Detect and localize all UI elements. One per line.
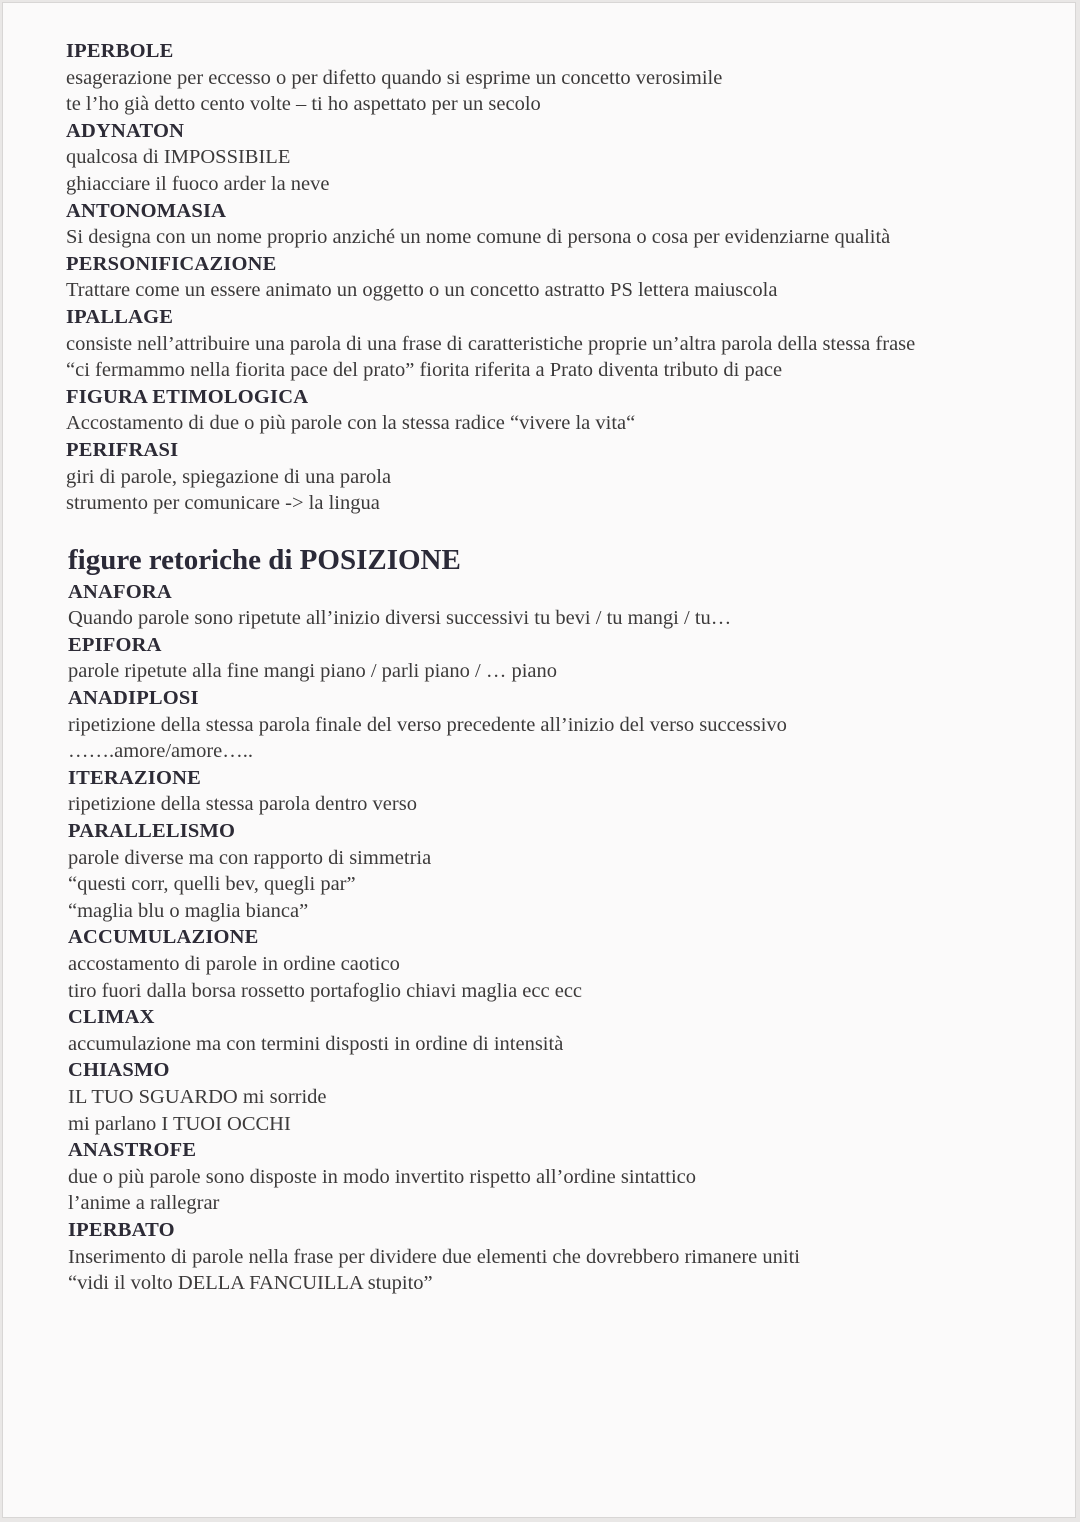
- figure-term: ANADIPLOSI: [68, 687, 199, 710]
- figure-term: PERSONIFICAZIONE: [66, 252, 277, 275]
- figure-term: ANTONOMASIA: [66, 199, 227, 222]
- figures-list-position: [66, 579, 1036, 1297]
- figures-list-top: [66, 38, 1036, 517]
- figure-description-line: “vidi il volto DELLA FANCUILLA stupito”: [68, 1272, 433, 1295]
- figure-description-line: tiro fuori dalla borsa rossetto portafoglio chiavi maglia ecc ecc: [68, 979, 583, 1002]
- figure-description-line: “ci fermammo nella fiorita pace del prato” fiorita riferita a Prato diventa tributo di pace: [66, 359, 783, 382]
- document-page: [2, 2, 1076, 1518]
- figure-term: IPERBOLE: [66, 40, 174, 62]
- figure-entry: [68, 1137, 1036, 1217]
- figure-entry: [66, 304, 1036, 384]
- figure-entry: [68, 924, 1036, 1004]
- figure-description-line: te l’ho già detto cento volte – ti ho aspettato per un secolo: [66, 93, 541, 116]
- figure-description-line: “questi corr, quelli bev, quegli par”: [68, 873, 356, 896]
- figure-entry: [68, 632, 1036, 685]
- figure-entry: [66, 251, 1036, 304]
- figure-description-line: due o più parole sono disposte in modo invertito rispetto all’ordine sintattico: [68, 1165, 696, 1188]
- figure-term: FIGURA ETIMOLOGICA: [66, 385, 309, 408]
- figure-entry: [68, 685, 1036, 765]
- figure-description-line: qualcosa di IMPOSSIBILE: [66, 146, 291, 169]
- figure-description-line: esagerazione per eccesso o per difetto quando si esprime un concetto verosimile: [66, 66, 723, 89]
- figure-entry: [68, 818, 1036, 924]
- figure-description-line: ripetizione della stessa parola finale del verso precedente all’inizio del verso successivo: [68, 713, 787, 736]
- figure-description-line: Inserimento di parole nella frase per dividere due elementi che dovrebbero rimanere uniti: [68, 1245, 800, 1268]
- figure-description-line: Quando parole sono ripetute all’inizio diversi successivi tu bevi / tu mangi / tu…: [68, 607, 732, 630]
- figure-term: ACCUMULAZIONE: [68, 926, 259, 949]
- figure-term: IPALLAGE: [66, 305, 174, 328]
- figure-term: ANAFORA: [68, 580, 172, 603]
- figure-description-line: giri di parole, spiegazione di una parola: [66, 465, 392, 488]
- figure-description-line: “maglia blu o maglia bianca”: [68, 899, 309, 922]
- figure-description-line: accostamento di parole in ordine caotico: [68, 953, 400, 975]
- figure-entry: [68, 1004, 1036, 1057]
- figure-entry: [66, 198, 1036, 251]
- figure-term: PERIFRASI: [66, 438, 179, 461]
- figure-description-line: accumulazione ma con termini disposti in ordine di intensità: [68, 1032, 564, 1055]
- figure-description-line: mi parlano I TUOI OCCHI: [68, 1112, 291, 1135]
- figure-entry: [66, 437, 1036, 517]
- figure-term: IPERBATO: [68, 1218, 175, 1241]
- figure-description-line: l’anime a rallegrar: [68, 1192, 220, 1215]
- figure-description-line: ripetizione della stessa parola dentro verso: [68, 793, 417, 816]
- figure-entry: [66, 38, 1036, 118]
- figure-description-line: parole ripetute alla fine mangi piano / parli piano / … piano: [68, 660, 557, 683]
- figure-entry: [68, 1057, 1036, 1137]
- figure-description-line: Trattare come un essere animato un oggetto o un concetto astratto PS lettera maiuscola: [66, 279, 778, 302]
- figure-term: CHIASMO: [68, 1059, 170, 1082]
- figure-term: EPIFORA: [68, 633, 162, 656]
- figure-description-line: ghiacciare il fuoco arder la neve: [66, 172, 330, 195]
- figure-description-line: Si designa con un nome proprio anziché un nome comune di persona o cosa per evidenziarne qualità: [66, 226, 891, 249]
- section-title: figure retoriche di POSIZIONE: [68, 543, 461, 576]
- document-content: [66, 38, 1036, 1297]
- figure-term: ITERAZIONE: [68, 766, 202, 789]
- figure-entry: [68, 765, 1036, 818]
- figure-term: PARALLELISMO: [68, 820, 236, 843]
- figure-entry: [66, 384, 1036, 437]
- figure-entry: [66, 118, 1036, 198]
- figure-entry: [68, 579, 1036, 632]
- figure-term: ADYNATON: [66, 119, 185, 142]
- figure-description-line: …….amore/amore…..: [68, 740, 254, 763]
- figure-description-line: consiste nell’attribuire una parola di una frase di caratteristiche proprie un’altra parola della stessa frase: [66, 332, 916, 355]
- figure-description-line: strumento per comunicare -> la lingua: [66, 492, 380, 515]
- figure-term: ANASTROFE: [68, 1139, 197, 1162]
- figure-term: CLIMAX: [68, 1006, 155, 1029]
- figure-description-line: IL TUO SGUARDO mi sorride: [68, 1085, 327, 1108]
- figure-description-line: parole diverse ma con rapporto di simmetria: [68, 846, 432, 869]
- figure-description-line: Accostamento di due o più parole con la stessa radice “vivere la vita“: [66, 412, 636, 435]
- figure-entry: [68, 1217, 1036, 1297]
